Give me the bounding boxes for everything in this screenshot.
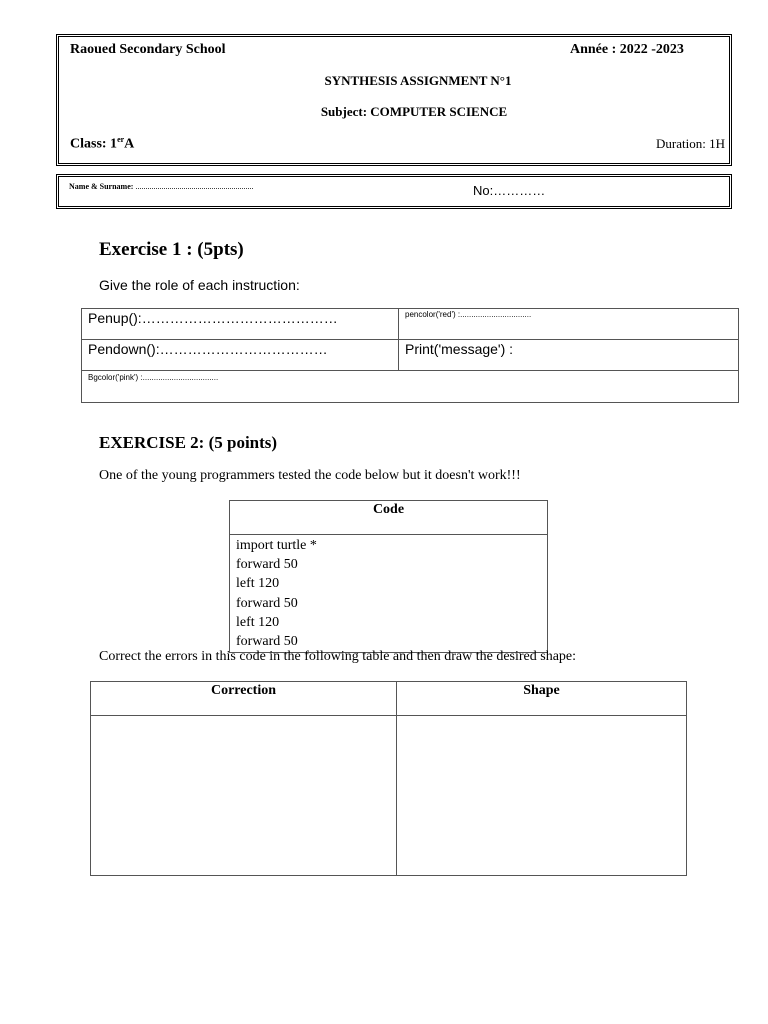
table-row bbox=[82, 309, 739, 340]
shape-answer-area bbox=[397, 716, 687, 876]
subject-line bbox=[0, 104, 768, 120]
school-name: Raoued Secondary School bbox=[70, 42, 226, 57]
assignment-title: SYNTHESIS ASSIGNMENT N°1 bbox=[324, 73, 512, 88]
name-line bbox=[69, 182, 253, 191]
code-line: left 120 bbox=[236, 576, 280, 592]
table-row bbox=[230, 501, 548, 535]
code-line: left 120 bbox=[236, 614, 280, 630]
shape-header: Shape bbox=[397, 682, 687, 716]
class-sup: er bbox=[117, 135, 125, 144]
class-label: Class: 1 bbox=[70, 136, 118, 152]
table-row bbox=[91, 682, 687, 716]
exercise2-title: EXERCISE 2: (5 points) bbox=[99, 433, 278, 452]
class-line bbox=[70, 135, 134, 153]
role-table bbox=[81, 308, 739, 403]
name-dots: ........................................................... bbox=[133, 182, 254, 191]
table-row bbox=[91, 716, 687, 876]
bgcolor-cell: Bgcolor('pink') :.................................. bbox=[82, 371, 739, 403]
duration: Duration: 1H bbox=[656, 136, 725, 151]
code-line: forward 50 bbox=[236, 634, 298, 650]
name-box bbox=[56, 174, 732, 209]
table-row bbox=[82, 340, 739, 371]
table-row bbox=[82, 371, 739, 403]
name-label: Name & Surname: bbox=[69, 182, 134, 191]
subject-label: Subject: bbox=[320, 104, 368, 119]
print-cell: Print('message') : bbox=[399, 340, 739, 371]
student-number: No:………… bbox=[473, 183, 546, 198]
pencolor-cell: pencolor('red') :................................ bbox=[399, 309, 739, 340]
correction-instruction: Correct the errors in this code in the following table and then draw the desired shape: bbox=[99, 649, 577, 664]
penup-cell: Penup():…………………………………… bbox=[82, 309, 399, 340]
code-line: forward 50 bbox=[236, 557, 298, 573]
code-table bbox=[229, 500, 548, 653]
correction-header: Correction bbox=[91, 682, 397, 716]
correction-answer-area bbox=[91, 716, 397, 876]
exercise1-instruction: Give the role of each instruction: bbox=[99, 277, 300, 293]
school-year: Année : 2022 -2023 bbox=[570, 42, 684, 57]
pendown-cell: Pendown():……………………………… bbox=[82, 340, 399, 371]
table-row bbox=[230, 535, 548, 653]
answer-table bbox=[90, 681, 687, 876]
exercise2-intro: One of the young programmers tested the code below but it doesn't work!!! bbox=[99, 468, 521, 483]
subject-value: COMPUTER SCIENCE bbox=[370, 104, 508, 119]
class-suffix: A bbox=[124, 136, 135, 152]
exercise1-title: Exercise 1 : (5pts) bbox=[99, 239, 244, 260]
code-header: Code bbox=[230, 501, 548, 535]
code-cell bbox=[230, 535, 548, 653]
code-line: import turtle * bbox=[236, 538, 317, 553]
code-line: forward 50 bbox=[236, 595, 298, 611]
